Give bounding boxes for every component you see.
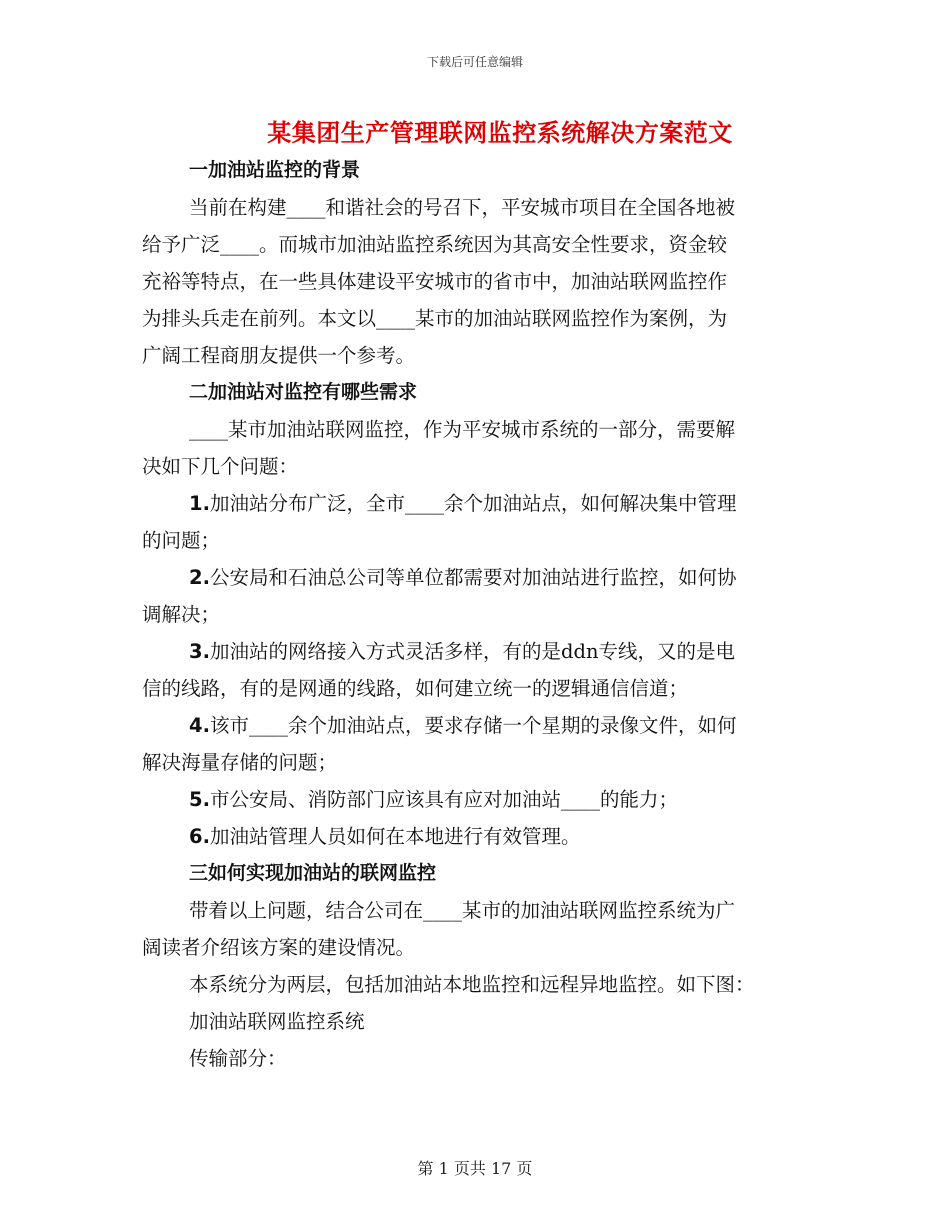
text-line bbox=[142, 1003, 802, 1040]
line-text: 带着以上问题，结合公司在____某市的加油站联网监控系统为广 bbox=[189, 899, 736, 922]
list-number: 4. bbox=[189, 714, 210, 737]
line-text: 阔读者介绍该方案的建设情况。 bbox=[142, 936, 416, 959]
line-text: 一加油站监控的背景 bbox=[189, 159, 361, 181]
text-line bbox=[142, 337, 802, 374]
text-line bbox=[142, 485, 802, 522]
text-line bbox=[142, 781, 802, 818]
text-line bbox=[142, 226, 802, 263]
line-text: 给予广泛____。而城市加油站监控系统因为其高安全性要求，资金较 bbox=[142, 233, 728, 256]
header-note: 下载后可任意编辑 bbox=[426, 55, 523, 69]
section-heading bbox=[142, 855, 802, 892]
line-text: 公安局和石油总公司等单位都需要对加油站进行监控，如何协 bbox=[209, 566, 737, 589]
text-line bbox=[142, 633, 802, 670]
line-text: 调解决； bbox=[142, 603, 221, 626]
list-number: 1. bbox=[189, 492, 210, 515]
text-line bbox=[142, 189, 802, 226]
text-line bbox=[142, 559, 802, 596]
document-title: 某集团生产管理联网监控系统解决方案范文 bbox=[267, 119, 733, 147]
line-text: 传输部分： bbox=[189, 1047, 287, 1070]
page-footer: 第 1 页共 17 页 bbox=[417, 1159, 533, 1178]
text-line bbox=[142, 892, 802, 929]
list-number: 3. bbox=[189, 640, 210, 663]
line-text: 决如下几个问题： bbox=[142, 455, 299, 478]
text-line bbox=[142, 263, 802, 300]
line-text: 该市____余个加油站点，要求存储一个星期的录像文件，如何 bbox=[209, 714, 737, 737]
text-line bbox=[142, 818, 802, 855]
text-line bbox=[142, 448, 802, 485]
text-line bbox=[142, 522, 802, 559]
line-text: 广阔工程商朋友提供一个参考。 bbox=[142, 344, 416, 367]
line-text: 解决海量存储的问题； bbox=[142, 751, 338, 774]
section-heading bbox=[142, 152, 802, 189]
document-body bbox=[142, 152, 802, 1077]
text-line bbox=[142, 707, 802, 744]
text-line bbox=[142, 929, 802, 966]
text-line bbox=[142, 596, 802, 633]
line-text: 本系统分为两层，包括加油站本地监控和远程异地监控。如下图： bbox=[189, 973, 755, 996]
line-text: 加油站分布广泛，全市____余个加油站点，如何解决集中管理 bbox=[209, 492, 737, 515]
text-line bbox=[142, 1040, 802, 1077]
list-number: 2. bbox=[189, 566, 210, 589]
text-line bbox=[142, 300, 802, 337]
line-text: 加油站联网监控系统 bbox=[189, 1010, 365, 1033]
line-text: 市公安局、消防部门应该具有应对加油站____的能力； bbox=[209, 788, 678, 811]
line-text: 三如何实现加油站的联网监控 bbox=[189, 862, 437, 884]
line-text: 加油站管理人员如何在本地进行有效管理。 bbox=[209, 825, 581, 848]
line-text: 为排头兵走在前列。本文以____某市的加油站联网监控作为案例，为 bbox=[142, 307, 728, 330]
line-text: 充裕等特点，在一些具体建设平安城市的省市中，加油站联网监控作 bbox=[142, 270, 728, 293]
line-text: 加油站的网络接入方式灵活多样，有的是ddn专线，又的是电 bbox=[209, 640, 736, 663]
section-heading bbox=[142, 374, 802, 411]
line-text: 二加油站对监控有哪些需求 bbox=[189, 381, 418, 403]
line-text: ____某市加油站联网监控，作为平安城市系统的一部分，需要解 bbox=[189, 418, 736, 441]
text-line bbox=[142, 411, 802, 448]
text-line bbox=[142, 670, 802, 707]
list-number: 5. bbox=[189, 788, 210, 811]
text-line bbox=[142, 744, 802, 781]
list-number: 6. bbox=[189, 825, 210, 848]
text-line bbox=[142, 966, 802, 1003]
line-text: 信的线路，有的是网通的线路，如何建立统一的逻辑通信信道； bbox=[142, 677, 689, 700]
line-text: 当前在构建____和谐社会的号召下，平安城市项目在全国各地被 bbox=[189, 196, 736, 219]
line-text: 的问题； bbox=[142, 529, 221, 552]
